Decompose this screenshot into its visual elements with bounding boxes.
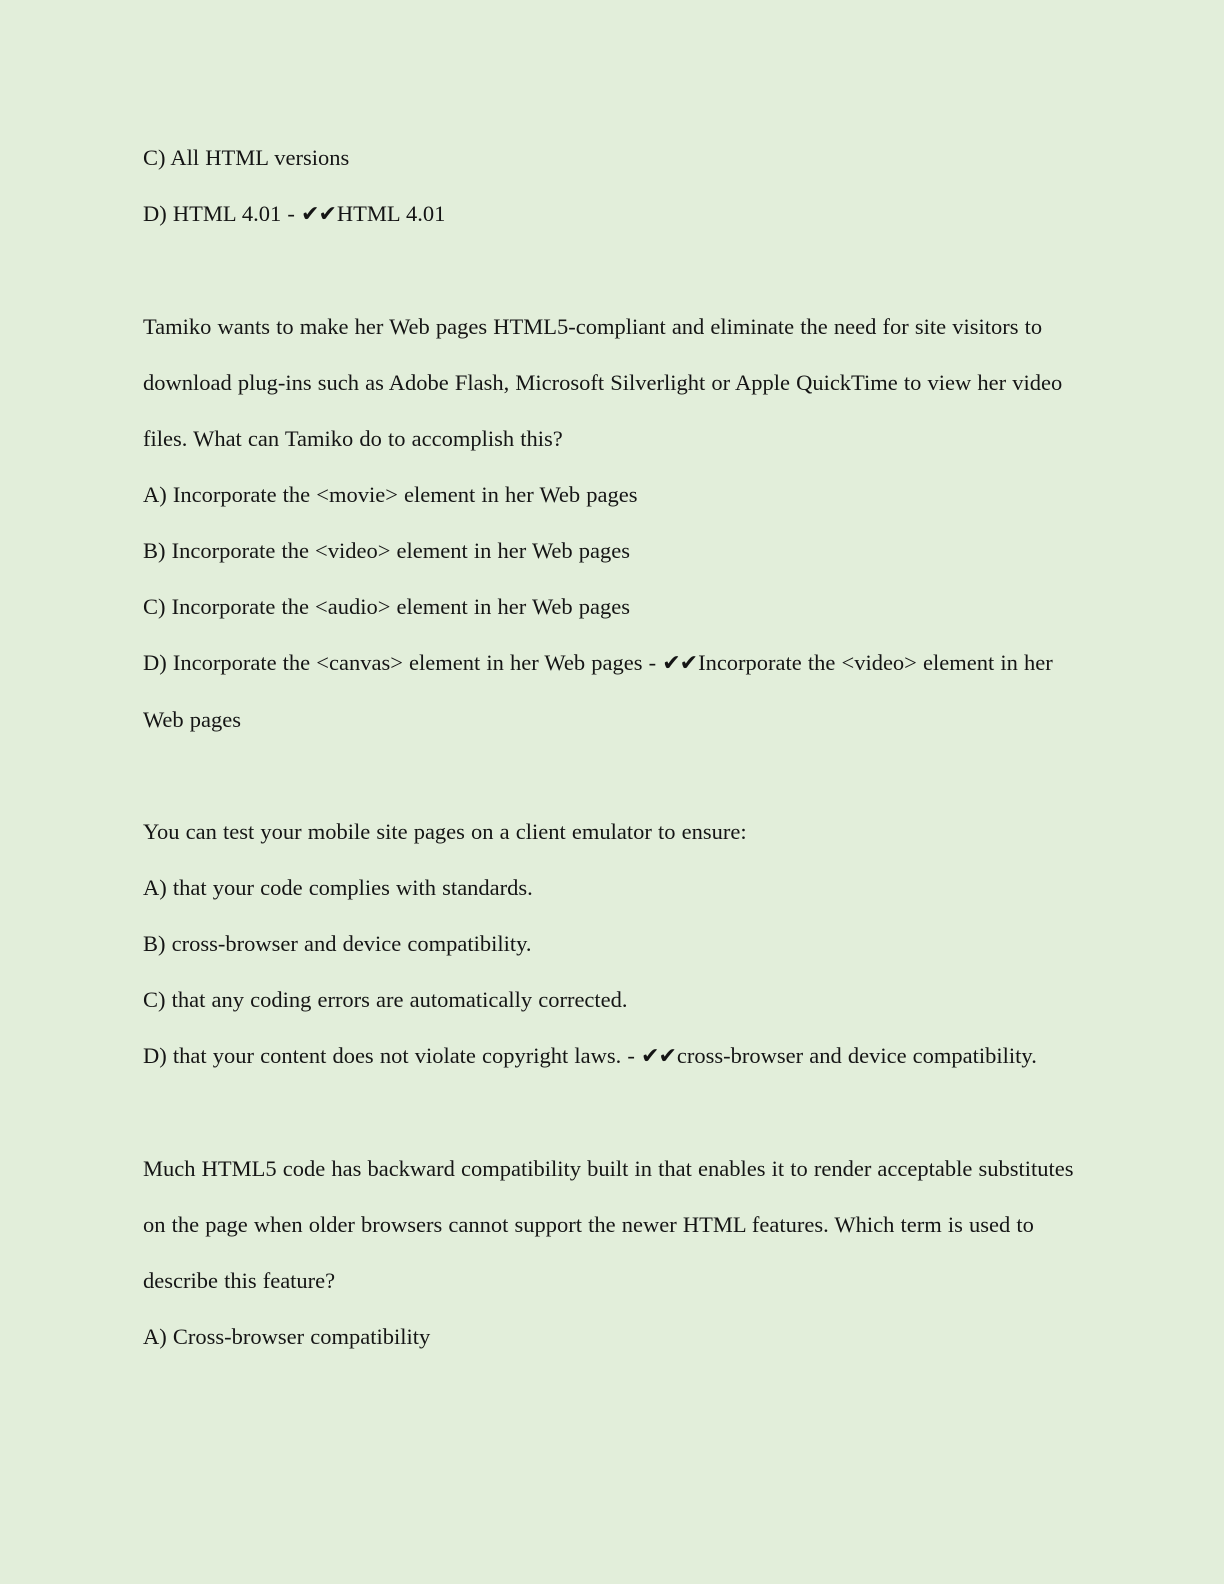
answer-option <box>143 523 1078 579</box>
text-run: D) HTML 4.01 - <box>143 201 302 226</box>
answer-option <box>143 467 1078 523</box>
text-run: A) Incorporate the <movie> element in her Web pages <box>143 482 638 507</box>
text-run: A) that your code complies with standards. <box>143 875 533 900</box>
text-run: B) Incorporate the <video> element in her Web pages <box>143 538 630 563</box>
text-run: cross-browser and device compatibility. <box>676 1043 1037 1068</box>
text-run: HTML 4.01 <box>336 201 446 226</box>
correct-answer-check-icon: ✔✔ <box>641 1044 676 1069</box>
answer-option <box>143 130 1078 186</box>
text-run: D) Incorporate the <canvas> element in her Web pages - <box>143 650 663 675</box>
answer-option-correct <box>143 1028 1078 1085</box>
answer-option <box>143 860 1078 916</box>
question-text <box>143 299 1078 467</box>
answer-option <box>143 916 1078 972</box>
text-run: Tamiko wants to make her Web pages HTML5-compliant and eliminate the need for site visitors to download plug-ins such as Adobe Flash, Microsoft Silverlight or Apple QuickTime to view her video files. What can Tamiko do to accomplish this? <box>143 314 1063 451</box>
text-run: C) All HTML versions <box>143 145 350 170</box>
question-text <box>143 804 1078 860</box>
text-run: C) Incorporate the <audio> element in her Web pages <box>143 594 630 619</box>
answer-option-correct <box>143 186 1078 243</box>
correct-answer-check-icon: ✔✔ <box>301 202 336 227</box>
question-text <box>143 1141 1078 1309</box>
text-run: C) that any coding errors are automatically corrected. <box>143 987 628 1012</box>
text-run: You can test your mobile site pages on a client emulator to ensure: <box>143 819 747 844</box>
text-run: Much HTML5 code has backward compatibility built in that enables it to render acceptable substitutes on the page when older browsers cannot support the newer HTML features. Which term is used to describe this feature? <box>143 1156 1074 1293</box>
text-run: Incorporate the <video> element in her Web pages <box>143 650 1053 732</box>
correct-answer-check-icon: ✔✔ <box>662 651 698 676</box>
document-content <box>143 130 1078 1365</box>
blank-line <box>143 748 1078 804</box>
blank-line <box>143 1085 1078 1141</box>
text-run: A) Cross-browser compatibility <box>143 1324 431 1349</box>
blank-line <box>143 243 1078 299</box>
answer-option <box>143 1309 1078 1365</box>
answer-option-correct <box>143 635 1078 748</box>
answer-option <box>143 972 1078 1028</box>
text-run: D) that your content does not violate copyright laws. - <box>143 1043 642 1068</box>
answer-option <box>143 579 1078 635</box>
text-run: B) cross-browser and device compatibility. <box>143 931 532 956</box>
